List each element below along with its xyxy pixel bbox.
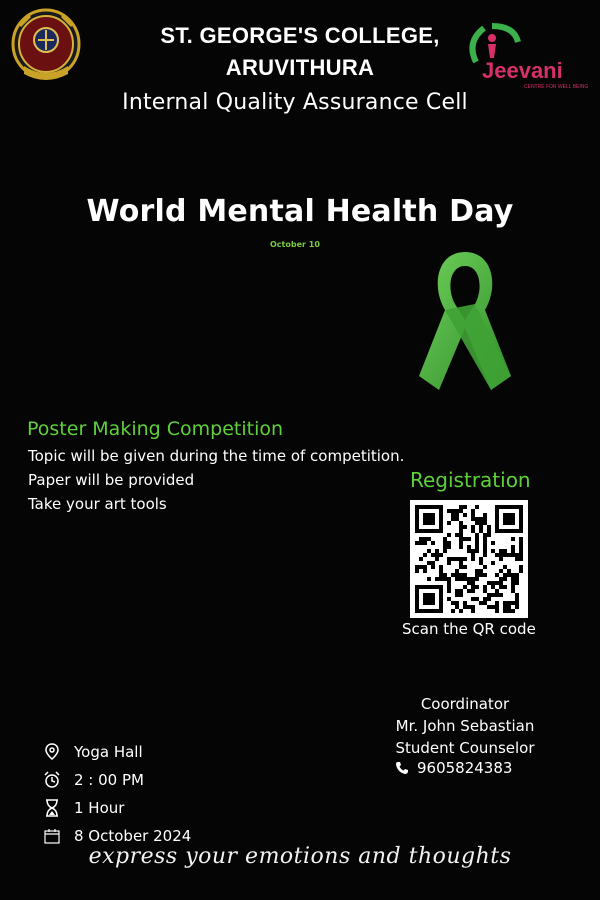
qr-code-graphic — [415, 505, 523, 613]
registration-qr-code[interactable] — [410, 500, 528, 618]
detail-line: Topic will be given during the time of competition. — [28, 447, 405, 465]
event-date: October 10 — [270, 240, 320, 249]
date-text: 8 October 2024 — [74, 827, 192, 845]
tagline: express your emotions and thoughts — [88, 844, 512, 869]
calendar-icon — [42, 826, 62, 846]
coordinator-role: Student Counselor — [395, 739, 535, 757]
event-title: World Mental Health Day — [86, 194, 514, 229]
coordinator-phone — [395, 759, 512, 777]
college-name-line1: ST. GEORGE'S COLLEGE, — [160, 23, 440, 48]
phone-icon — [395, 761, 409, 775]
event-info-list — [42, 738, 191, 850]
duration-text: 1 Hour — [74, 799, 125, 817]
college-name-line2: ARUVITHURA — [225, 55, 375, 80]
time-text: 2 : 00 PM — [74, 771, 144, 789]
svg-text:Jeevani: Jeevani — [482, 58, 563, 83]
iqac-title: Internal Quality Assurance Cell — [122, 90, 468, 115]
qr-caption: Scan the QR code — [402, 620, 536, 638]
coordinator-heading: Coordinator — [420, 695, 510, 713]
coordinator-name: Mr. John Sebastian — [395, 717, 535, 735]
location-pin-icon — [42, 742, 62, 762]
svg-text:CENTRE FOR WELL BEING: CENTRE FOR WELL BEING — [524, 84, 589, 90]
competition-details — [28, 444, 404, 516]
detail-line: Paper will be provided — [28, 471, 195, 489]
duration-row — [42, 794, 191, 822]
detail-line: Take your art tools — [28, 495, 167, 513]
registration-title: Registration — [410, 468, 531, 492]
awareness-ribbon-icon — [405, 246, 525, 396]
phone-number: 9605824383 — [417, 759, 513, 777]
college-name — [0, 20, 600, 84]
coordinator-block — [380, 693, 550, 759]
venue-row — [42, 738, 191, 766]
competition-title: Poster Making Competition — [27, 418, 284, 440]
hourglass-icon — [42, 798, 62, 818]
venue-text: Yoga Hall — [74, 743, 143, 761]
alarm-clock-icon — [42, 770, 62, 790]
time-row — [42, 766, 191, 794]
